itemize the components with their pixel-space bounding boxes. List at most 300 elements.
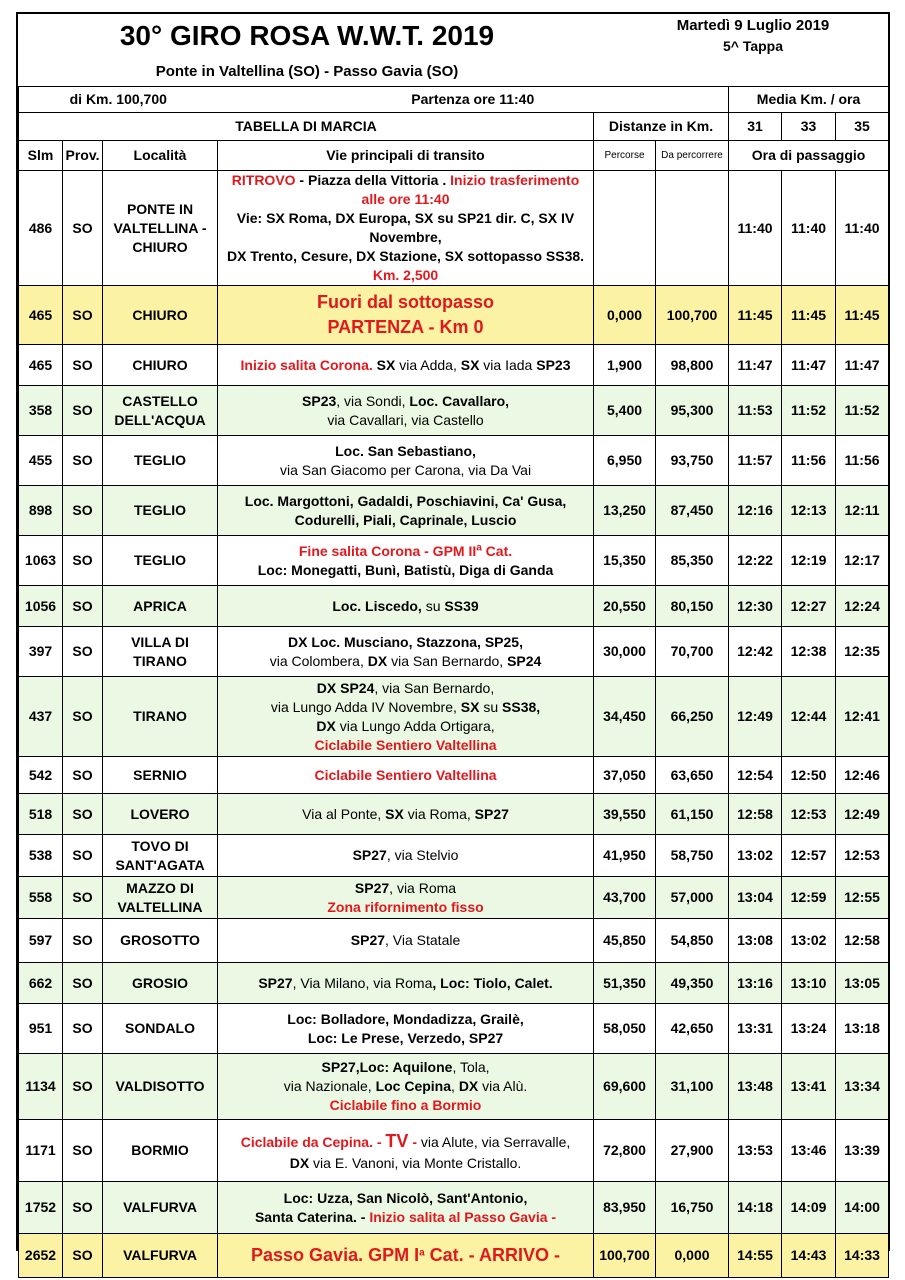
prov-cell: SO	[63, 877, 103, 919]
route-subtitle: Ponte in Valtellina (SO) - Passo Gavia (SO)	[155, 63, 459, 80]
time-33-cell: 13:46	[782, 1120, 836, 1182]
route-cell	[218, 1054, 594, 1120]
route-text: SP27	[350, 932, 386, 948]
race-date: Martedì 9 Luglio 2019	[676, 17, 830, 34]
prov-cell: SO	[63, 1120, 103, 1182]
prov-cell: SO	[63, 919, 103, 963]
time-31-cell: 14:55	[729, 1234, 782, 1278]
route-text: SP27	[258, 974, 293, 991]
route-line	[220, 492, 591, 511]
route-text: , Via Statale	[385, 932, 461, 948]
route-text: Loc Cepina	[375, 1078, 452, 1094]
time-35-cell: 14:33	[836, 1234, 889, 1278]
table-row	[19, 963, 889, 1004]
percorse-cell: 69,600	[594, 1054, 656, 1120]
percorse-cell	[594, 171, 656, 286]
da-percorrere-cell: 93,750	[656, 436, 729, 486]
time-33-cell: 12:13	[782, 486, 836, 536]
time-33-cell: 12:44	[782, 677, 836, 757]
localita-cell: LOVERO	[103, 794, 218, 835]
time-35-cell: 12:46	[836, 757, 889, 794]
time-33-cell: 13:02	[782, 919, 836, 963]
media-label: Media Km. / ora	[729, 87, 889, 113]
localita-cell: VALFURVA	[103, 1182, 218, 1234]
route-text: SP27	[352, 847, 387, 863]
time-35-cell: 12:55	[836, 877, 889, 919]
route-cell	[218, 757, 594, 794]
time-33-cell: 12:59	[782, 877, 836, 919]
time-33-cell: 12:50	[782, 757, 836, 794]
route-cell	[218, 1182, 594, 1234]
route-line	[220, 1189, 591, 1208]
percorse-cell: 5,400	[594, 386, 656, 436]
route-text: su	[425, 597, 445, 614]
route-text: TV	[385, 1130, 409, 1151]
tabella-header: TABELLA DI MARCIA	[19, 113, 594, 141]
percorse-cell: 83,950	[594, 1182, 656, 1234]
percorse-cell: 37,050	[594, 757, 656, 794]
route-text: Inizio salita al Passo Gavia -	[369, 1208, 557, 1225]
prov-cell: SO	[63, 345, 103, 386]
da-percorrere-cell: 58,750	[656, 835, 729, 877]
route-text: Tola	[459, 1059, 486, 1075]
prov-cell: SO	[63, 677, 103, 757]
time-31-cell: 12:30	[729, 586, 782, 627]
route-text: Inizio trasferimento alle ore 11:40	[361, 172, 580, 207]
route-line	[220, 846, 591, 865]
route-cell	[218, 963, 594, 1004]
slm-cell: 558	[19, 877, 63, 919]
time-31-cell: 13:48	[729, 1054, 782, 1120]
percorse-cell: 45,850	[594, 919, 656, 963]
route-text: a	[419, 1247, 425, 1259]
time-33-cell: 11:52	[782, 386, 836, 436]
route-text: SS38,	[502, 698, 541, 715]
route-line	[220, 1154, 591, 1173]
route-text: SS39	[444, 597, 479, 614]
table-row	[19, 486, 889, 536]
route-line	[220, 879, 591, 898]
route-line	[220, 717, 591, 736]
route-text: Zona rifornimento fisso	[327, 898, 484, 915]
route-cell	[218, 536, 594, 586]
route-text: via Alù.	[478, 1078, 528, 1094]
route-line	[220, 247, 591, 285]
speed-35-header: 35	[836, 113, 889, 141]
time-31-cell: 11:40	[729, 171, 782, 286]
percorse-cell: 51,350	[594, 963, 656, 1004]
localita-cell: MAZZO DI VALTELLINA	[103, 877, 218, 919]
route-cell	[218, 835, 594, 877]
slm-cell: 437	[19, 677, 63, 757]
time-33-cell: 12:57	[782, 835, 836, 877]
route-text: , via San Bernardo,	[374, 679, 495, 696]
route-line	[220, 290, 591, 315]
route-line	[220, 171, 591, 209]
da-percorrere-cell: 0,000	[656, 1234, 729, 1278]
table-row	[19, 386, 889, 436]
percorse-cell: 15,350	[594, 536, 656, 586]
prov-cell: SO	[63, 286, 103, 345]
da-percorrere-cell: 80,150	[656, 586, 729, 627]
route-text: via Iada	[479, 356, 537, 373]
route-text: RITROVO	[231, 172, 296, 188]
slm-cell: 662	[19, 963, 63, 1004]
table-row	[19, 877, 889, 919]
route-text: Cat. - ARRIVO -	[424, 1245, 560, 1265]
percorse-cell: 39,550	[594, 794, 656, 835]
route-text: Loc: Le Prese, Verzedo, SP27	[307, 1029, 504, 1046]
localita-cell: VALFURVA	[103, 1234, 218, 1278]
time-31-cell: 12:49	[729, 677, 782, 757]
slm-cell: 1134	[19, 1054, 63, 1120]
time-31-cell: 11:47	[729, 345, 782, 386]
route-text: Inizio salita Corona.	[240, 356, 377, 373]
route-text: via San Bernardo,	[387, 652, 508, 669]
prov-cell: SO	[63, 436, 103, 486]
route-text: , Via Milano, via Roma	[292, 974, 433, 991]
route-text: DX	[289, 1154, 310, 1171]
stage-label: 5^ Tappa	[722, 38, 784, 54]
slm-cell: 542	[19, 757, 63, 794]
percorse-cell: 43,700	[594, 877, 656, 919]
localita-cell: BORMIO	[103, 1120, 218, 1182]
route-cell	[218, 286, 594, 345]
table-row	[19, 436, 889, 486]
time-33-cell: 13:10	[782, 963, 836, 1004]
time-33-cell: 11:40	[782, 171, 836, 286]
route-line	[220, 1208, 591, 1227]
route-line	[220, 561, 591, 580]
localita-cell: TEGLIO	[103, 486, 218, 536]
route-text: , Loc: Tiolo, Calet.	[432, 974, 553, 991]
time-33-cell: 13:41	[782, 1054, 836, 1120]
subheader-row	[19, 141, 889, 171]
route-cell	[218, 171, 594, 286]
route-text: SP24	[507, 652, 542, 669]
slm-cell: 518	[19, 794, 63, 835]
route-text: Ciclabile Sentiero Valtellina	[314, 736, 497, 753]
route-cell	[218, 1004, 594, 1054]
da-percorrere-cell: 49,350	[656, 963, 729, 1004]
slm-cell: 1056	[19, 586, 63, 627]
route-text: via Nazionale,	[283, 1078, 376, 1094]
route-cell	[218, 436, 594, 486]
route-text: Fuori dal sottopasso	[317, 292, 495, 312]
da-percorrere-cell: 57,000	[656, 877, 729, 919]
route-text: ,	[451, 1078, 459, 1094]
localita-cell: GROSOTTO	[103, 919, 218, 963]
time-31-cell: 13:53	[729, 1120, 782, 1182]
route-text: Loc: Monegatti, Bunì, Batistù, Diga di Ganda	[257, 561, 554, 578]
localita-cell: SONDALO	[103, 1004, 218, 1054]
localita-cell: APRICA	[103, 586, 218, 627]
route-text: via Cavallari, via Castello	[327, 411, 484, 428]
time-35-cell: 12:58	[836, 919, 889, 963]
route-cell	[218, 677, 594, 757]
route-line	[220, 805, 591, 824]
route-line	[220, 679, 591, 698]
da-percorrere-cell: 31,100	[656, 1054, 729, 1120]
slm-cell: 597	[19, 919, 63, 963]
localita-cell: CASTELLO DELL'ACQUA	[103, 386, 218, 436]
route-text: SP27	[474, 805, 509, 822]
route-line	[220, 511, 591, 530]
time-31-cell: 12:22	[729, 536, 782, 586]
slm-cell: 898	[19, 486, 63, 536]
slm-cell: 358	[19, 386, 63, 436]
percorse-cell: 1,900	[594, 345, 656, 386]
localita-cell: TOVO DI SANT'AGATA	[103, 835, 218, 877]
table-row	[19, 345, 889, 386]
distanze-header: Distanze in Km.	[594, 113, 729, 141]
table-row	[19, 1054, 889, 1120]
route-text: via E. Vanoni, via Monte Cristallo.	[309, 1154, 522, 1171]
time-35-cell: 12:49	[836, 794, 889, 835]
schedule-table	[18, 86, 889, 1278]
route-text: SX	[460, 698, 480, 715]
route-line	[220, 597, 591, 616]
route-cell	[218, 794, 594, 835]
time-35-cell: 12:35	[836, 627, 889, 677]
table-row	[19, 835, 889, 877]
time-35-cell: 11:52	[836, 386, 889, 436]
route-line	[220, 974, 591, 993]
time-35-cell: 14:00	[836, 1182, 889, 1234]
prov-cell: SO	[63, 386, 103, 436]
route-text: Passo Gavia. GPM I	[251, 1245, 420, 1265]
percorse-cell: 13,250	[594, 486, 656, 536]
time-31-cell: 11:53	[729, 386, 782, 436]
route-text: DX Trento, Cesure, DX Stazione, SX sottopasso SS38.	[226, 248, 585, 264]
route-text: Codurelli, Piali, Caprinale, Luscio	[294, 511, 517, 528]
time-33-cell: 11:45	[782, 286, 836, 345]
localita-cell: GROSIO	[103, 963, 218, 1004]
route-cell	[218, 1234, 594, 1278]
slm-cell: 1063	[19, 536, 63, 586]
time-35-cell: 12:53	[836, 835, 889, 877]
table-row	[19, 677, 889, 757]
route-line	[220, 698, 591, 717]
route-text: Loc. Liscedo,	[332, 597, 426, 614]
route-line	[220, 1058, 591, 1077]
time-35-cell: 13:34	[836, 1054, 889, 1120]
route-cell	[218, 345, 594, 386]
da-percorrere-cell: 63,650	[656, 757, 729, 794]
time-33-cell: 12:53	[782, 794, 836, 835]
route-text: a	[476, 541, 482, 553]
slm-cell: 486	[19, 171, 63, 286]
table-row	[19, 757, 889, 794]
prov-cell: SO	[63, 963, 103, 1004]
percorse-header: Percorse	[594, 141, 656, 171]
route-text: via Lungo Adda Ortigara,	[335, 717, 495, 734]
table-row	[19, 1182, 889, 1234]
slm-cell: 538	[19, 835, 63, 877]
header-row	[19, 113, 889, 141]
route-line	[220, 1096, 591, 1115]
time-31-cell: 14:18	[729, 1182, 782, 1234]
slm-cell: 455	[19, 436, 63, 486]
route-text: DX SP24	[316, 679, 375, 696]
route-text: via Adda,	[395, 356, 461, 373]
table-row	[19, 1004, 889, 1054]
da-percorrere-cell: 27,900	[656, 1120, 729, 1182]
time-35-cell: 12:17	[836, 536, 889, 586]
route-line	[220, 766, 591, 785]
table-row	[19, 1120, 889, 1182]
da-percorrere-cell: 61,150	[656, 794, 729, 835]
da-percorrere-cell	[656, 171, 729, 286]
table-row	[19, 794, 889, 835]
time-35-cell: 12:24	[836, 586, 889, 627]
route-text: - Piazza della Vittoria .	[295, 172, 451, 188]
route-line	[220, 209, 591, 247]
percorse-cell: 34,450	[594, 677, 656, 757]
route-text: -	[408, 1133, 421, 1150]
localita-cell: SERNIO	[103, 757, 218, 794]
route-cell	[218, 486, 594, 536]
departure-time: Partenza ore 11:40	[218, 87, 729, 113]
table-row	[19, 171, 889, 286]
route-line	[220, 736, 591, 755]
time-35-cell: 11:47	[836, 345, 889, 386]
time-31-cell: 13:08	[729, 919, 782, 963]
time-31-cell: 13:16	[729, 963, 782, 1004]
table-row	[19, 286, 889, 345]
route-line	[220, 1029, 591, 1048]
route-text: Ciclabile fino a Bormio	[329, 1097, 482, 1113]
route-line	[220, 1077, 591, 1096]
da-percorrere-cell: 98,800	[656, 345, 729, 386]
localita-cell: CHIURO	[103, 286, 218, 345]
route-text: PARTENZA - Km 0	[327, 317, 484, 337]
route-line	[220, 315, 591, 340]
da-percorrere-cell: 87,450	[656, 486, 729, 536]
table-row	[19, 536, 889, 586]
route-text: Loc. Margottoni, Gadaldi, Poschiavini, Ca' Gusa,	[244, 492, 567, 509]
prov-cell: SO	[63, 1004, 103, 1054]
route-text: via Alute, via Serravalle,	[420, 1133, 571, 1150]
route-text: Fine salita Corona - GPM II	[298, 542, 477, 559]
route-text: via Lungo Adda IV Novembre,	[270, 698, 461, 715]
percorse-cell: 100,700	[594, 1234, 656, 1278]
localita-cell: CHIURO	[103, 345, 218, 386]
table-row	[19, 586, 889, 627]
route-text: SP27	[354, 879, 390, 896]
route-text: Loc. San Sebastiano,	[335, 442, 476, 459]
prov-cell: SO	[63, 486, 103, 536]
route-text: DX	[316, 717, 336, 734]
da-percorrere-cell: 100,700	[656, 286, 729, 345]
route-text: Ciclabile Sentiero Valtellina	[314, 766, 497, 783]
route-text: Loc. Cavallaro,	[409, 392, 510, 409]
time-31-cell: 13:04	[729, 877, 782, 919]
race-schedule-sheet	[16, 12, 890, 1265]
da-percorrere-header: Da percorrere	[656, 141, 729, 171]
route-cell	[218, 386, 594, 436]
localita-header: Località	[103, 141, 218, 171]
route-text: Santa Caterina. -	[254, 1208, 370, 1225]
route-line	[220, 411, 591, 430]
time-33-cell: 14:09	[782, 1182, 836, 1234]
percorse-cell: 41,950	[594, 835, 656, 877]
slm-cell: 1752	[19, 1182, 63, 1234]
time-31-cell: 12:16	[729, 486, 782, 536]
time-33-cell: 14:43	[782, 1234, 836, 1278]
route-cell	[218, 877, 594, 919]
da-percorrere-cell: 70,700	[656, 627, 729, 677]
prov-cell: SO	[63, 794, 103, 835]
time-33-cell: 11:56	[782, 436, 836, 486]
route-line	[220, 542, 591, 561]
table-row	[19, 919, 889, 963]
prov-cell: SO	[63, 757, 103, 794]
route-text: ,	[452, 1059, 460, 1075]
localita-cell: TEGLIO	[103, 536, 218, 586]
localita-cell: PONTE IN VALTELLINA - CHIURO	[103, 171, 218, 286]
time-33-cell: 12:19	[782, 536, 836, 586]
time-31-cell: 13:31	[729, 1004, 782, 1054]
route-cell	[218, 627, 594, 677]
route-text: DX Loc. Musciano, Stazzona, SP25,	[288, 633, 523, 650]
prov-cell: SO	[63, 627, 103, 677]
time-31-cell: 13:02	[729, 835, 782, 877]
page-title: 30° GIRO ROSA W.W.T. 2019	[119, 20, 495, 51]
slm-header: Slm	[19, 141, 63, 171]
route-text: Cat.	[481, 542, 513, 559]
prov-cell: SO	[63, 171, 103, 286]
time-35-cell: 13:18	[836, 1004, 889, 1054]
slm-cell: 465	[19, 345, 63, 386]
route-line	[220, 1129, 591, 1154]
speed-33-header: 33	[782, 113, 836, 141]
route-line	[220, 461, 591, 480]
route-text: , via Sondi,	[336, 392, 410, 409]
prov-cell: SO	[63, 586, 103, 627]
route-line	[220, 633, 591, 652]
percorse-cell: 58,050	[594, 1004, 656, 1054]
route-text: SP23	[302, 392, 337, 409]
route-text: Loc: Uzza, San Nicolò, Sant'Antonio,	[283, 1189, 528, 1206]
route-text: Km. 2,500	[372, 267, 439, 283]
time-33-cell: 13:24	[782, 1004, 836, 1054]
time-31-cell: 11:45	[729, 286, 782, 345]
route-text: Loc: Bolladore, Mondadizza, Grailè,	[287, 1010, 524, 1027]
time-35-cell: 11:45	[836, 286, 889, 345]
route-text: ,	[485, 1059, 490, 1075]
route-cell	[218, 1120, 594, 1182]
route-text: DX	[458, 1078, 479, 1094]
time-35-cell: 13:39	[836, 1120, 889, 1182]
percorse-cell: 20,550	[594, 586, 656, 627]
percorse-cell: 30,000	[594, 627, 656, 677]
localita-cell: TIRANO	[103, 677, 218, 757]
prov-cell: SO	[63, 1234, 103, 1278]
localita-cell: VALDISOTTO	[103, 1054, 218, 1120]
time-35-cell: 12:11	[836, 486, 889, 536]
route-text: , via Roma	[389, 879, 457, 896]
route-line	[220, 1243, 591, 1268]
route-line	[220, 356, 591, 375]
route-line	[220, 442, 591, 461]
time-33-cell: 11:47	[782, 345, 836, 386]
route-cell	[218, 919, 594, 963]
route-text: via Roma,	[403, 805, 475, 822]
time-31-cell: 12:54	[729, 757, 782, 794]
da-percorrere-cell: 54,850	[656, 919, 729, 963]
route-text: SX	[385, 805, 404, 822]
